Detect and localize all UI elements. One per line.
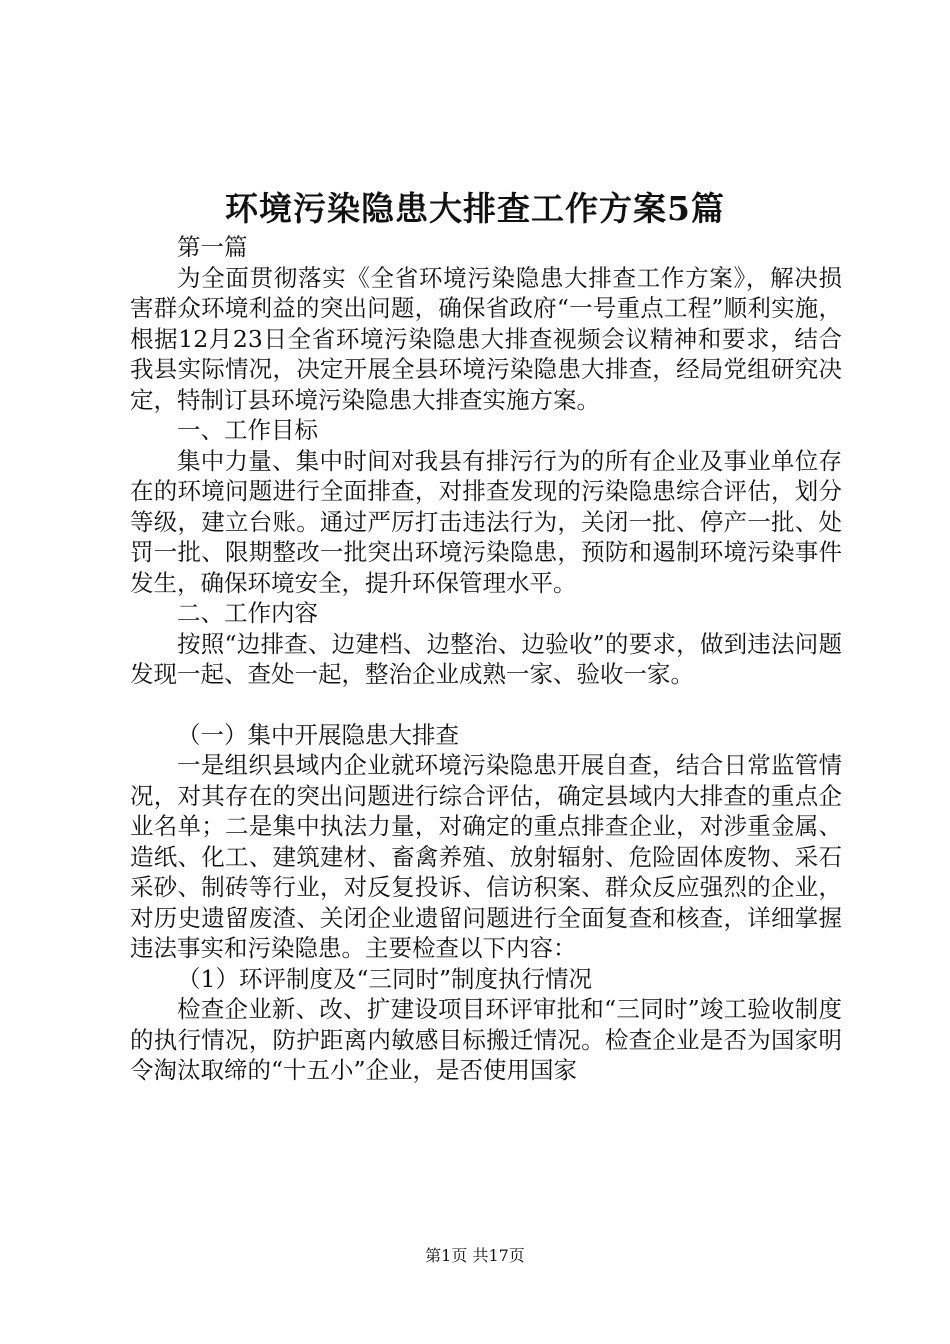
paragraph: 按照“边排查、边建档、边整治、边验收”的要求，做到违法问题发现一起、查处一起，整治企业成熟一家、验收一家。 bbox=[130, 629, 842, 688]
section-heading: （一）集中开展隐患大排查 bbox=[177, 720, 459, 749]
document-title: 环境污染隐患大排查工作方案5篇 bbox=[225, 189, 725, 228]
section-heading: 第一篇 bbox=[177, 233, 248, 261]
page-footer: 第1页 共17页 bbox=[425, 1246, 525, 1265]
section-heading: 二、工作内容 bbox=[177, 599, 318, 627]
paragraph: 为全面贯彻落实《全省环境污染隐患大排查工作方案》，解决损害群众环境利益的突出问题，确保省政府“一号重点工程”顺利实施，根据12月23日全省环境污染隐患大排查视频会议精神和要求，结合我县实际情况，决定开展全县环境污染隐患大排查，经局党组研究决定，特制订县环境污染隐患大排查实施方案。 bbox=[130, 263, 842, 414]
section-heading: 一、工作目标 bbox=[177, 416, 318, 444]
paragraph: 检查企业新、改、扩建设项目环评审批和“三同时”竣工验收制度的执行情况，防护距离内敏感目标搬迁情况。检查企业是否为国家明令淘汰取缔的“十五小”企业，是否使用国家 bbox=[130, 995, 842, 1084]
paragraph: 集中力量、集中时间对我县有排污行为的所有企业及事业单位存在的环境问题进行全面排查，对排查发现的污染隐患综合评估，划分等级，建立台账。通过严厉打击违法行为，关闭一批、停产一批、处罚一批、限期整改一批突出环境污染隐患，预防和遏制环境污染事件发生，确保环境安全，提升环保管理水平。 bbox=[130, 446, 842, 597]
document-body bbox=[130, 232, 842, 1086]
paragraph: 一是组织县域内企业就环境污染隐患开展自查，结合日常监管情况，对其存在的突出问题进行综合评估，确定县域内大排查的重点企业名单；二是集中执法力量，对确定的重点排查企业，对涉重金属、造纸、化工、建筑建材、畜禽养殖、放射辐射、危险固体废物、采石采砂、制砖等行业，对反复投诉、信访积案、群众反应强烈的企业，对历史遗留废渣、关闭企业遗留问题进行全面复查和核查，详细掌握违法事实和污染隐患。主要检查以下内容： bbox=[130, 751, 842, 962]
section-heading: （1）环评制度及“三同时”制度执行情况 bbox=[177, 964, 592, 993]
